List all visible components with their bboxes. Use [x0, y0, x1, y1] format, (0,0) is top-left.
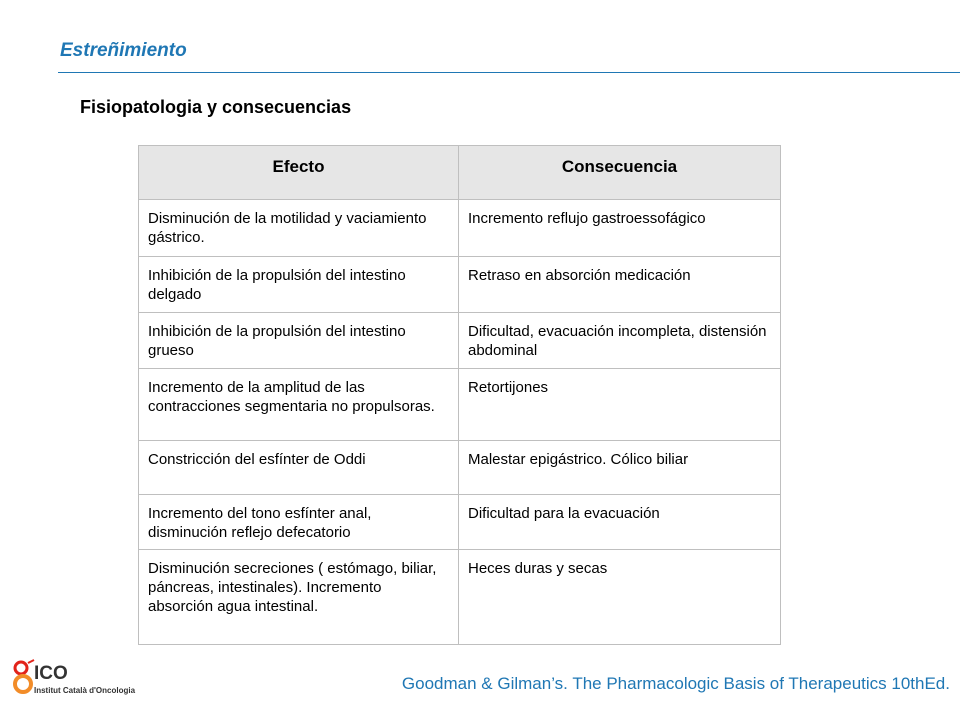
cell-consecuencia: Dificultad, evacuación incompleta, distensión abdominal — [459, 313, 781, 369]
cell-consecuencia: Retraso en absorción medicación — [459, 257, 781, 313]
table-row — [139, 257, 781, 313]
header-efecto: Efecto — [139, 146, 459, 200]
slide-title: Estreñimiento — [60, 40, 187, 61]
cell-efecto: Disminución secreciones ( estómago, biliar, páncreas, intestinales). Incremento absorción agua intestinal. — [139, 550, 459, 645]
logo-subtext: Institut Català d'Oncologia — [34, 686, 136, 695]
table-row — [139, 313, 781, 369]
cell-efecto: Incremento de la amplitud de las contracciones segmentaria no propulsoras. — [139, 369, 459, 441]
header-consecuencia: Consecuencia — [459, 146, 781, 200]
cell-efecto: Inhibición de la propulsión del intestino delgado — [139, 257, 459, 313]
cell-consecuencia: Malestar epigástrico. Cólico biliar — [459, 441, 781, 495]
table-row — [139, 369, 781, 441]
cell-consecuencia: Heces duras y secas — [459, 550, 781, 645]
cell-consecuencia: Incremento reflujo gastroessofágico — [459, 200, 781, 257]
citation: Goodman & Gilman’s. The Pharmacologic Basis of Therapeutics 10thEd. — [401, 674, 950, 693]
logo-text: ICO — [34, 663, 68, 684]
table-row — [139, 441, 781, 495]
title-divider — [58, 72, 960, 73]
table-header-row — [139, 146, 781, 200]
cell-consecuencia: Dificultad para la evacuación — [459, 495, 781, 550]
cell-efecto: Inhibición de la propulsión del intestino grueso — [139, 313, 459, 369]
effects-table — [138, 145, 781, 645]
table-row — [139, 200, 781, 257]
cell-efecto: Incremento del tono esfínter anal, disminución reflejo defecatorio — [139, 495, 459, 550]
slide-subtitle: Fisiopatologia y consecuencias — [80, 97, 352, 117]
table-row — [139, 550, 781, 645]
cell-efecto: Disminución de la motilidad y vaciamiento gástrico. — [139, 200, 459, 257]
cell-efecto: Constricción del esfínter de Oddi — [139, 441, 459, 495]
cell-consecuencia: Retortijones — [459, 369, 781, 441]
table-row — [139, 495, 781, 550]
